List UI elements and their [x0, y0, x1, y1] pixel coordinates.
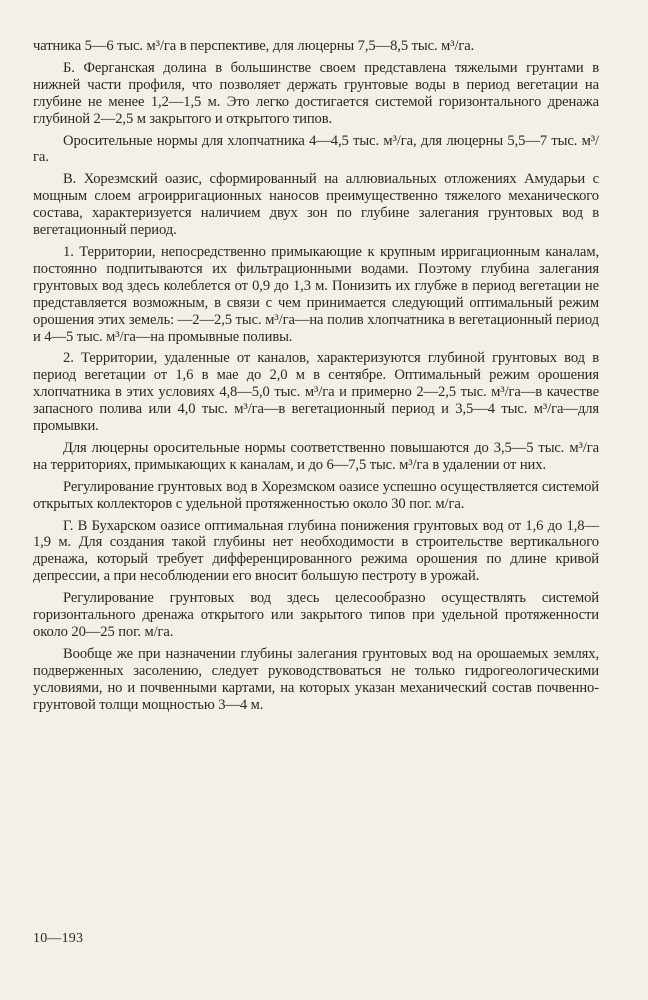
paragraph-7: Для люцерны оросительные нормы соответственно повышаются до 3,5—5 тыс. м³/га на территориях, примыкающих к каналам, и до 6—7,5 тыс. м³/га в удалении от них. — [33, 439, 599, 473]
paragraph-4: В. Хорезмский оазис, сформированный на аллювиальных отложениях Амударьи с мощным слоем агроирригационных наносов преимущественно тяжелого механического состава, характеризуется наличием двух зон по глубине залегания грунтовых вод в вегетационный период. — [33, 171, 599, 239]
paragraph-3: Оросительные нормы для хлопчатника 4—4,5 тыс. м³/га, для люцерны 5,5—7 тыс. м³/га. — [33, 132, 599, 166]
paragraph-11: Вообще же при назначении глубины залегания грунтовых вод на орошаемых землях, подверженных засолению, следует руководствоваться не только гидрогеологическими условиями, но и почвенными картами, на которых указан механический состав почвенно-грунтовой толщи мощностью 3—4 м. — [33, 645, 599, 713]
paragraph-2: Б. Ферганская долина в большинстве своем представлена тяжелыми грунтами в нижней части профиля, что позволяет держать грунтовые воды в период вегетации на глубине не менее 1,2—1,5 м. Это легко достигается системой горизонтального дренажа глубиной 2—2,5 м закрытого и открытого типов. — [33, 59, 599, 127]
paragraph-5: 1. Территории, непосредственно примыкающие к крупным ирригационным каналам, постоянно подпитываются их фильтрационными водами. Поэтому глубина залегания грунтовых вод здесь колеблется от 0,9 до 1,3 м. Понизить их глубже в период вегетации не представляется возможным, в связи с чем принимается следующий оптимальный режим орошения этих земель: —2—2,5 тыс. м³/га—на полив хлопчатника в вегетационный период и 4—5 тыс. м³/га—на промывные поливы. — [33, 243, 599, 345]
paragraph-6: 2. Территории, удаленные от каналов, характеризуются глубиной грунтовых вод в период вегетации от 1,6 в мае до 2,0 м в сентябре. Оптимальный режим орошения хлопчатника в этих условиях 4,8—5,0 тыс. м³/га и примерно 2—2,5 тыс. м³/га—в качестве запасного полива или 4,0 тыс. м³/га—в вегетационный период и 3,5—4 тыс. м³/га—для промывки. — [33, 350, 599, 435]
paragraph-1: чатника 5—6 тыс. м³/га в перспективе, для люцерны 7,5—8,5 тыс. м³/га. — [33, 38, 475, 54]
paragraph-9: Г. В Бухарском оазисе оптимальная глубина понижения грунтовых вод от 1,6 до 1,8—1,9 м. Для создания такой глубины нет необходимости в строительстве вертикального дренажа, который требует дифференцированного режима орошения по длине кривой депрессии, а при несоблюдении его вносит большую пестроту в урожай. — [33, 517, 599, 585]
paragraph-10: Регулирование грунтовых вод здесь целесообразно осуществлять системой горизонтального дренажа открытого или закрытого типов при удельной протяженности около 20—25 пог. м/га. — [33, 590, 599, 640]
paragraph-8: Регулирование грунтовых вод в Хорезмском оазисе успешно осуществляется системой открытых коллекторов с удельной протяженностью около 30 пог. м/га. — [33, 478, 599, 512]
signature-mark: 10—193 — [33, 931, 84, 946]
page-body — [33, 38, 599, 719]
